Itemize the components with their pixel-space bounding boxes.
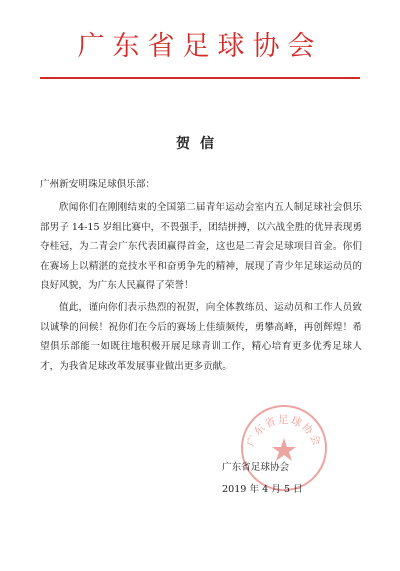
letter-paragraph-1: 欣闻你们在刚刚结束的全国第二届青年运动会室内五人制足球社会俱乐部男子 14-15 岁组比赛中，不畏强手，团结拼搏，以六战全胜的优异表现勇夺桂冠，为二青会广东代表团赢得首金，这也是二青会足球项目首金。你们在赛场上以精湛的竞技水平和奋勇争先的精神，展现了青少年足球运动员的良好风貌，为广东人民赢得了荣誉！ xyxy=(40,202,362,292)
signature-date: 2019 年 4 月 5 日 xyxy=(222,484,303,495)
official-seal-stamp xyxy=(238,402,330,494)
signature-organization: 广东省足球协会 xyxy=(222,462,290,473)
svg-text:广东省足球协会: 广东省足球协会 xyxy=(244,414,324,449)
letter-salutation: 广州新安明珠足球俱乐部： xyxy=(40,179,156,190)
letterhead-divider xyxy=(40,77,360,79)
letter-title: 贺信 xyxy=(176,136,224,152)
letter-paragraph-2: 值此，谨向你们表示热烈的祝贺，向全体教练员、运动员和工作人员致以诚挚的问候！祝你们在今后的赛场上佳绩频传，勇攀高峰，再创辉煌！希望俱乐部能一如既往地积极开展足球青训工作，精心培育更多优秀足球人才，为我省足球改革发展事业做出更多贡献。 xyxy=(40,302,362,372)
letterhead-org-name: 广东省足球协会 xyxy=(77,31,323,62)
